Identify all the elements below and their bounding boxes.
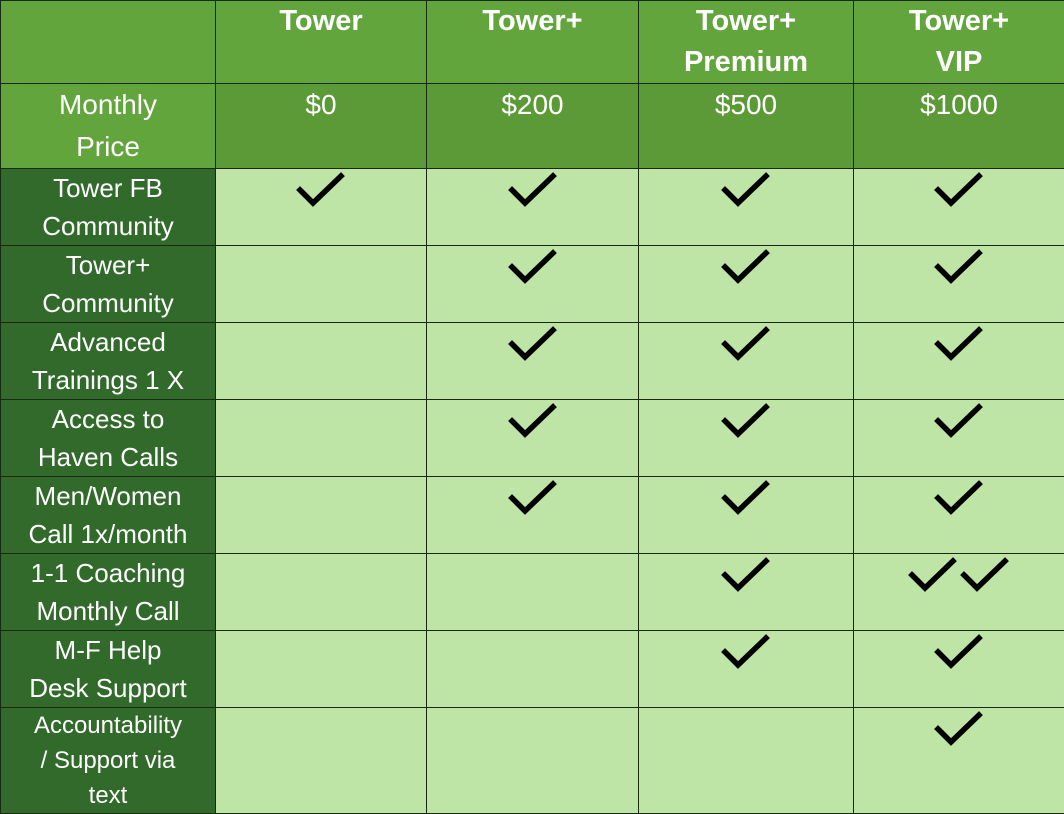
feature-cell (216, 631, 427, 708)
feature-cell (427, 246, 639, 323)
plan-header-row (1, 1, 1064, 84)
checkmark-group (639, 323, 853, 363)
checkmark-icon (934, 633, 984, 671)
checkmark-group (854, 246, 1064, 286)
checkmark-group (854, 323, 1064, 363)
feature-label-text: Tower+ Community (42, 250, 174, 318)
checkmark-group (639, 246, 853, 286)
price-value: $200 (501, 89, 564, 120)
feature-cell (854, 169, 1064, 246)
feature-cell (216, 400, 427, 477)
price-value: $0 (305, 89, 337, 120)
feature-cell (427, 554, 639, 631)
feature-cell (854, 400, 1064, 477)
feature-cell (216, 477, 427, 554)
feature-cell (639, 554, 854, 631)
monthly-price-label (1, 84, 216, 169)
feature-row (1, 708, 1064, 814)
feature-cell (854, 246, 1064, 323)
price-value: $1000 (920, 89, 998, 120)
checkmark-icon (934, 402, 984, 440)
checkmark-group (639, 477, 853, 517)
checkmark-icon (908, 556, 958, 594)
feature-label (1, 246, 216, 323)
checkmark-group (639, 554, 853, 594)
feature-label-text: Tower FB Community (42, 173, 174, 241)
plan-name-tower (216, 1, 427, 84)
feature-cell (427, 323, 639, 400)
feature-row (1, 400, 1064, 477)
price-tower-plus (427, 84, 639, 169)
price-tower-plus-vip (854, 84, 1064, 169)
checkmark-group (854, 169, 1064, 209)
feature-label-text: Advanced Trainings 1 X (31, 327, 185, 395)
checkmark-icon (934, 325, 984, 363)
checkmark-icon (508, 402, 558, 440)
checkmark-icon (508, 479, 558, 517)
checkmark-icon (934, 710, 984, 748)
checkmark-group (854, 477, 1064, 517)
feature-row (1, 246, 1064, 323)
checkmark-group (854, 554, 1064, 594)
corner-cell (1, 1, 216, 84)
price-tower (216, 84, 427, 169)
feature-cell (427, 708, 639, 814)
plan-name-tower-plus-vip (854, 1, 1064, 84)
checkmark-icon (296, 171, 346, 209)
checkmark-group (854, 631, 1064, 671)
feature-cell (854, 323, 1064, 400)
checkmark-icon (721, 633, 771, 671)
feature-cell (639, 708, 854, 814)
checkmark-group (639, 631, 853, 671)
feature-cell (639, 477, 854, 554)
feature-label (1, 554, 216, 631)
feature-row (1, 631, 1064, 708)
feature-label-text: Accountability / Support via text (33, 712, 183, 809)
checkmark-group (854, 400, 1064, 440)
feature-rows (1, 169, 1064, 814)
price-tower-plus-premium (639, 84, 854, 169)
feature-cell (216, 554, 427, 631)
feature-cell (639, 169, 854, 246)
feature-cell (427, 169, 639, 246)
feature-cell (639, 400, 854, 477)
plan-name-tower-plus (427, 1, 639, 84)
feature-cell (216, 708, 427, 814)
feature-row (1, 169, 1064, 246)
feature-cell (427, 477, 639, 554)
monthly-price-row (1, 84, 1064, 169)
price-value: $500 (714, 89, 778, 120)
feature-label (1, 708, 216, 814)
feature-label-text: Men/Women Call 1x/month (28, 481, 188, 549)
checkmark-icon (508, 171, 558, 209)
checkmark-icon (508, 248, 558, 286)
feature-label (1, 323, 216, 400)
checkmark-group (427, 323, 638, 363)
checkmark-icon (721, 171, 771, 209)
checkmark-icon (934, 171, 984, 209)
feature-cell (216, 169, 427, 246)
checkmark-icon (721, 325, 771, 363)
feature-label-text: Access to Haven Calls (37, 404, 179, 472)
feature-cell (854, 477, 1064, 554)
feature-cell (639, 246, 854, 323)
feature-label (1, 631, 216, 708)
plan-name-tower-plus-premium (639, 1, 854, 84)
checkmark-group (427, 400, 638, 440)
feature-label-text: M-F Help Desk Support (29, 635, 187, 703)
feature-cell (854, 554, 1064, 631)
feature-cell (427, 400, 639, 477)
checkmark-icon (934, 248, 984, 286)
monthly-price-label-text: Monthly Price (58, 89, 158, 162)
checkmark-group (639, 400, 853, 440)
plan-name-text: Tower+ Premium (683, 5, 809, 78)
feature-cell (427, 631, 639, 708)
feature-cell (639, 631, 854, 708)
checkmark-icon (721, 248, 771, 286)
feature-row (1, 554, 1064, 631)
feature-cell (216, 323, 427, 400)
plan-name-text: Tower (279, 5, 363, 37)
feature-cell (854, 708, 1064, 814)
plan-name-text: Tower+ (482, 5, 583, 37)
checkmark-icon (508, 325, 558, 363)
feature-cell (216, 246, 427, 323)
checkmark-icon (934, 479, 984, 517)
checkmark-group (639, 169, 853, 209)
feature-row (1, 477, 1064, 554)
checkmark-icon (721, 402, 771, 440)
feature-row (1, 323, 1064, 400)
feature-cell (639, 323, 854, 400)
feature-cell (854, 631, 1064, 708)
plan-name-text: Tower+ VIP (908, 5, 1010, 78)
checkmark-group (427, 246, 638, 286)
feature-label-text: 1-1 Coaching Monthly Call (30, 558, 186, 626)
checkmark-group (427, 477, 638, 517)
checkmark-group (854, 708, 1064, 748)
feature-label (1, 169, 216, 246)
checkmark-group (216, 169, 426, 209)
checkmark-icon (960, 556, 1010, 594)
checkmark-icon (721, 479, 771, 517)
checkmark-group (427, 169, 638, 209)
checkmark-icon (721, 556, 771, 594)
feature-label (1, 400, 216, 477)
feature-label (1, 477, 216, 554)
